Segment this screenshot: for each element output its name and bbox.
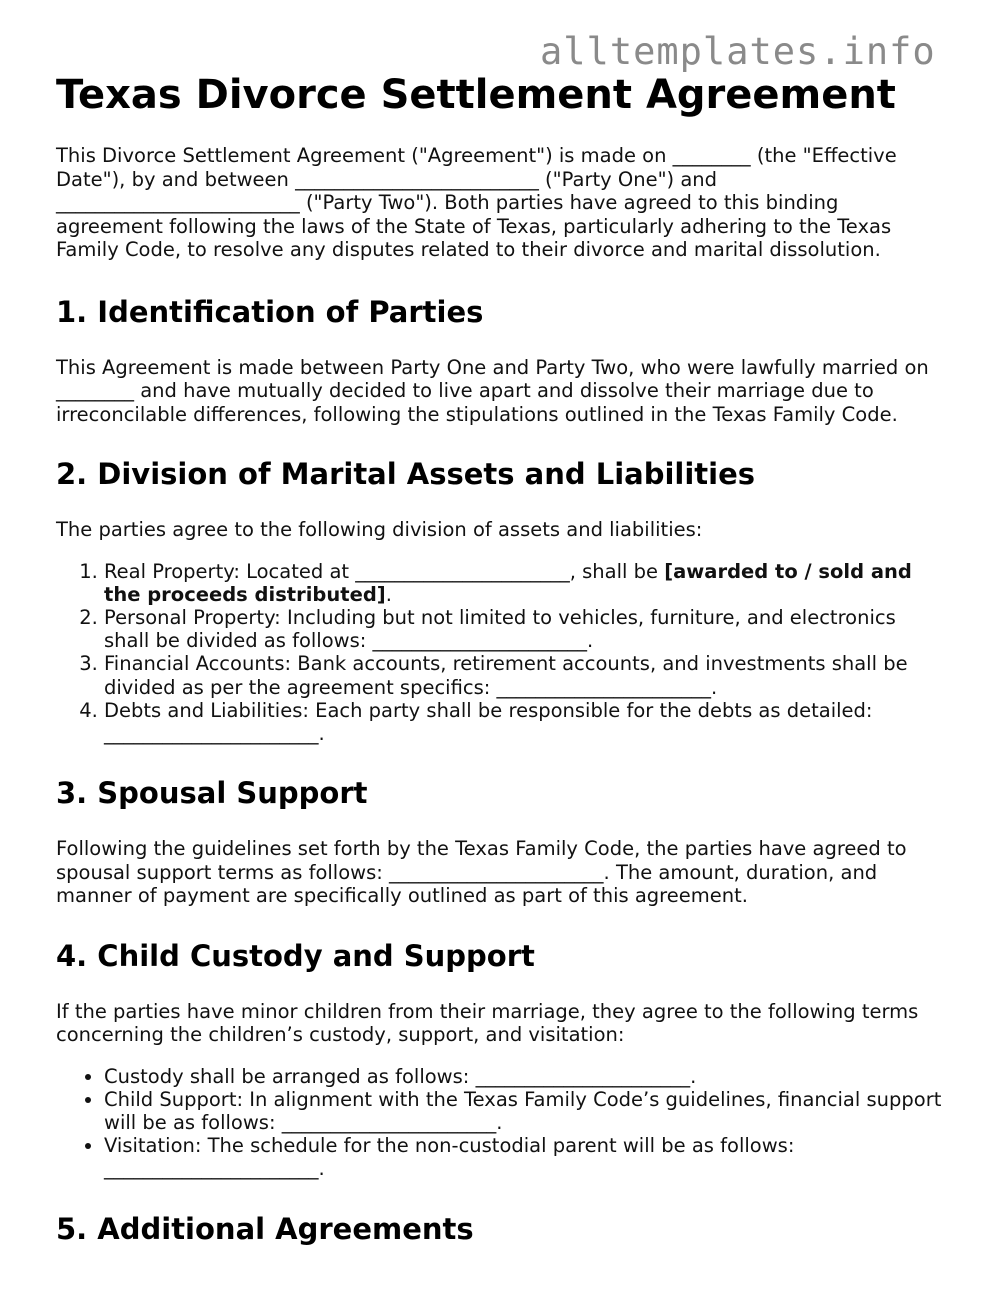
list-item: 2. Personal Property: Including but not limited to vehicles, furniture, and electronics shall be divided as follows: ______________________.: [104, 606, 946, 652]
list-item: • Child Support: In alignment with the Texas Family Code’s guidelines, financial support will be as follows: ______________________.: [104, 1088, 946, 1134]
visitation-blank[interactable]: ______________________: [104, 1157, 319, 1181]
marriage-date-blank[interactable]: ________: [56, 379, 134, 402]
party-two-blank[interactable]: _________________________: [56, 191, 300, 214]
spousal-support-blank[interactable]: ______________________: [389, 860, 604, 884]
section-heading-identification: 1. Identification of Parties: [56, 294, 484, 329]
watermark: alltemplates.info: [540, 30, 936, 73]
spousal-support-paragraph: Following the guidelines set forth by the Texas Family Code, the parties have agreed to spousal support terms as follows: ______________________. The amount, duration, and manner of payment are specifically outlined as part of this agreement.: [56, 837, 907, 908]
party-one-blank[interactable]: _________________________: [295, 167, 539, 191]
division-lead: The parties agree to the following division of assets and liabilities:: [56, 518, 703, 541]
section-heading-division: 2. Division of Marital Assets and Liabilities: [56, 457, 756, 491]
custody-blank[interactable]: ______________________: [475, 1064, 691, 1088]
document-page: [56, 70, 946, 1273]
document-title: Texas Divorce Settlement Agreement: [56, 72, 896, 118]
list-item: • Visitation: The schedule for the non-custodial parent will be as follows: ______________________.: [104, 1134, 946, 1180]
section-heading-child-custody: 4. Child Custody and Support: [56, 938, 535, 973]
intro-paragraph: This Divorce Settlement Agreement ("Agreement") is made on ________ (the "Effective Date"), by and between _________________________ ("Party One") and _________________________ ("Party Two"). Both parties have agreed to this binding agreement following the laws of the State of Texas, particularly adhering to the Texas Family Code, to resolve any disputes related to their divorce and marital dissolution.: [56, 144, 897, 261]
section-heading-additional: 5. Additional Agreements: [56, 1211, 474, 1246]
financial-accounts-blank[interactable]: ______________________: [496, 675, 712, 699]
child-custody-lead: If the parties have minor children from their marriage, they agree to the following terms concerning the children’s custody, support, and visitation:: [56, 999, 919, 1047]
list-item: 4. Debts and Liabilities: Each party shall be responsible for the debts as detailed: ______________________.: [104, 699, 946, 745]
identification-paragraph: This Agreement is made between Party One and Party Two, who were lawfully married on ________ and have mutually decided to live apart and dissolve their marriage due to irreconcilable differences, following the stipulations outlined in the Texas Family Code.: [56, 355, 929, 426]
list-item: 1. Real Property: Located at ______________________, shall be [awarded to / sold and the proceeds distributed].: [104, 560, 946, 606]
child-support-blank[interactable]: ______________________: [281, 1111, 497, 1135]
division-list: [56, 560, 946, 746]
child-custody-list: [56, 1065, 946, 1181]
debts-blank[interactable]: ______________________: [104, 721, 319, 745]
effective-date-blank[interactable]: ________: [672, 144, 751, 167]
real-property-blank[interactable]: ______________________: [355, 559, 570, 583]
personal-property-blank[interactable]: ______________________: [372, 629, 588, 653]
list-item: • Custody shall be arranged as follows: ______________________.: [104, 1065, 946, 1088]
section-heading-spousal-support: 3. Spousal Support: [56, 776, 368, 811]
list-item: 3. Financial Accounts: Bank accounts, retirement accounts, and investments shall be divided as per the agreement specifics: ______________________.: [104, 652, 946, 698]
